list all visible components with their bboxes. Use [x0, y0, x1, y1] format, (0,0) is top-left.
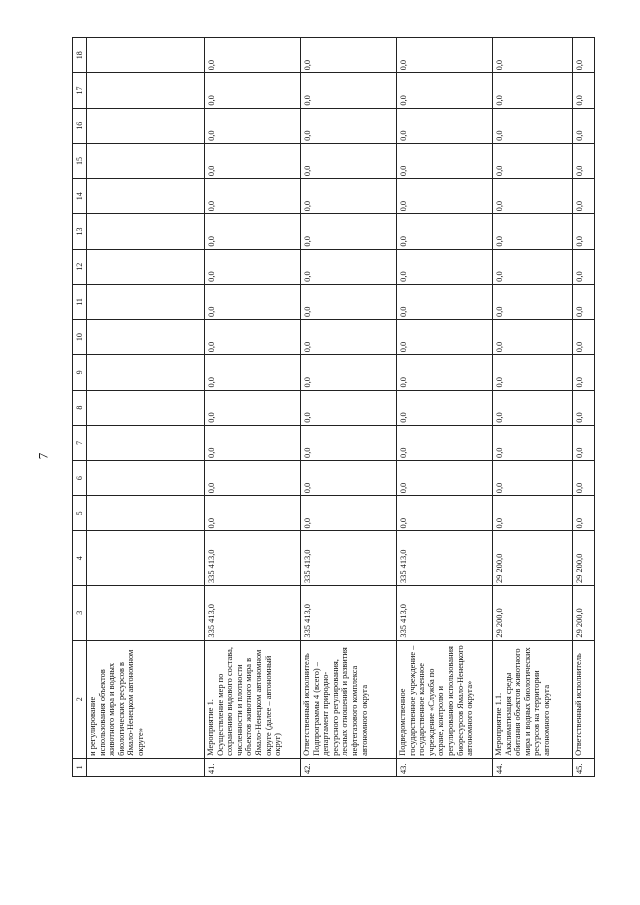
value-cell: 0,0: [573, 73, 595, 108]
value-cell: [87, 143, 205, 178]
value-cell: 0,0: [573, 143, 595, 178]
value-cell: 0,0: [301, 425, 397, 460]
value-cell: 0,0: [397, 390, 493, 425]
value-cell: [87, 390, 205, 425]
value-cell: 0,0: [573, 249, 595, 284]
value-cell: [87, 460, 205, 495]
row-number: 45.: [573, 758, 595, 776]
row-number: 43.: [397, 758, 493, 776]
row-name: Мероприятие 1.1. Акклиматизация среды обитания объектов животного мира и водных биологических ресурсов на территории автономного округа: [493, 640, 573, 758]
value-cell: 0,0: [493, 425, 573, 460]
value-cell: 0,0: [493, 249, 573, 284]
value-cell: 0,0: [301, 496, 397, 531]
value-cell: [87, 108, 205, 143]
value-cell: 0,0: [493, 38, 573, 73]
value-cell: [87, 531, 205, 586]
column-header: 17: [73, 73, 87, 108]
value-cell: 0,0: [205, 460, 301, 495]
value-cell: [87, 586, 205, 641]
value-cell: 0,0: [205, 108, 301, 143]
value-cell: 0,0: [493, 460, 573, 495]
value-cell: 0,0: [493, 496, 573, 531]
row-name: Ответственный исполнитель: [573, 640, 595, 758]
value-cell: [87, 38, 205, 73]
value-cell: 0,0: [573, 425, 595, 460]
column-header: 18: [73, 38, 87, 73]
value-cell: 0,0: [397, 425, 493, 460]
value-cell: 0,0: [301, 355, 397, 390]
column-header: 11: [73, 284, 87, 319]
header-row: [73, 38, 87, 777]
value-cell: 0,0: [301, 390, 397, 425]
value-cell: 0,0: [397, 284, 493, 319]
value-cell: 0,0: [205, 143, 301, 178]
value-cell: 0,0: [493, 320, 573, 355]
value-cell: 0,0: [397, 108, 493, 143]
value-cell: 0,0: [573, 38, 595, 73]
value-cell: 0,0: [397, 179, 493, 214]
value-cell: 0,0: [573, 214, 595, 249]
row-number: 41.: [205, 758, 301, 776]
value-cell: 0,0: [301, 73, 397, 108]
table-row: [493, 38, 573, 777]
value-cell: [87, 179, 205, 214]
column-header: 14: [73, 179, 87, 214]
value-cell: 0,0: [397, 355, 493, 390]
value-cell: 0,0: [301, 460, 397, 495]
column-header: 5: [73, 496, 87, 531]
value-cell: 0,0: [205, 73, 301, 108]
value-cell: 0,0: [397, 460, 493, 495]
value-cell: 0,0: [493, 284, 573, 319]
value-cell: 0,0: [301, 249, 397, 284]
value-cell: 0,0: [397, 143, 493, 178]
value-cell: 335 413,0: [301, 531, 397, 586]
value-cell: 0,0: [493, 108, 573, 143]
value-cell: 0,0: [301, 284, 397, 319]
column-header: 10: [73, 320, 87, 355]
value-cell: 0,0: [573, 284, 595, 319]
value-cell: 0,0: [205, 355, 301, 390]
table-row: [573, 38, 595, 777]
row-number: 42.: [301, 758, 397, 776]
table-row: [87, 38, 205, 777]
value-cell: 0,0: [205, 284, 301, 319]
value-cell: 335 413,0: [205, 586, 301, 641]
value-cell: 29 200,0: [573, 531, 595, 586]
value-cell: 0,0: [493, 390, 573, 425]
column-header: 13: [73, 214, 87, 249]
value-cell: 29 200,0: [493, 586, 573, 641]
value-cell: 0,0: [397, 38, 493, 73]
column-header: 16: [73, 108, 87, 143]
value-cell: 0,0: [573, 320, 595, 355]
value-cell: 0,0: [301, 143, 397, 178]
value-cell: 29 200,0: [573, 586, 595, 641]
value-cell: 0,0: [573, 390, 595, 425]
value-cell: 0,0: [205, 320, 301, 355]
column-header: 12: [73, 249, 87, 284]
value-cell: 0,0: [493, 355, 573, 390]
row-name: Подведомственное государственное учреждение – государственное казенное учреждение «Служба по охране, контролю и регулированию использования биоресурсов Ямало-Ненецкого автономного округа»: [397, 640, 493, 758]
value-cell: 0,0: [493, 179, 573, 214]
row-number: [87, 758, 205, 776]
value-cell: 0,0: [397, 496, 493, 531]
value-cell: [87, 355, 205, 390]
value-cell: [87, 73, 205, 108]
value-cell: 0,0: [205, 249, 301, 284]
value-cell: 0,0: [301, 38, 397, 73]
value-cell: 0,0: [205, 390, 301, 425]
column-header: 6: [73, 460, 87, 495]
page-number: 7: [35, 452, 51, 460]
value-cell: 0,0: [573, 179, 595, 214]
column-header: 9: [73, 355, 87, 390]
value-cell: 0,0: [301, 214, 397, 249]
value-cell: 335 413,0: [301, 586, 397, 641]
row-name: Мероприятие 1. Осуществление мер по сохранению видового состава, численности и плотности объектов животного мира в Ямало-Ненецком автономном округе (далее – автономный округ): [205, 640, 301, 758]
value-cell: [87, 214, 205, 249]
value-cell: 0,0: [397, 320, 493, 355]
budget-table: [72, 37, 595, 777]
table-row: [397, 38, 493, 777]
value-cell: 335 413,0: [205, 531, 301, 586]
value-cell: 335 413,0: [397, 531, 493, 586]
value-cell: 0,0: [301, 108, 397, 143]
column-header: 2: [73, 640, 87, 758]
value-cell: 0,0: [301, 179, 397, 214]
value-cell: 0,0: [301, 320, 397, 355]
column-header: 1: [73, 758, 87, 776]
value-cell: 0,0: [397, 214, 493, 249]
value-cell: 0,0: [493, 73, 573, 108]
table-row: [205, 38, 301, 777]
value-cell: 0,0: [573, 355, 595, 390]
rotated-table-wrapper: [72, 37, 584, 777]
value-cell: 0,0: [397, 249, 493, 284]
table-row: [301, 38, 397, 777]
column-header: 15: [73, 143, 87, 178]
column-header: 3: [73, 586, 87, 641]
column-header: 4: [73, 531, 87, 586]
value-cell: 0,0: [573, 460, 595, 495]
row-name: Ответственный исполнитель Подпрограммы 4 (всего) – департамент природно-ресурсного регулирования, лесных отношений и развития нефтегазового комплекса автономного округа: [301, 640, 397, 758]
value-cell: 0,0: [397, 73, 493, 108]
row-name: и регулирование использования объектов животного мира и водных биологических ресурсов в Ямало-Ненецком автономном округе»: [87, 640, 205, 758]
value-cell: [87, 249, 205, 284]
value-cell: 0,0: [205, 496, 301, 531]
value-cell: [87, 425, 205, 460]
value-cell: 0,0: [205, 214, 301, 249]
value-cell: 29 200,0: [493, 531, 573, 586]
value-cell: 0,0: [205, 38, 301, 73]
value-cell: [87, 284, 205, 319]
value-cell: 0,0: [205, 179, 301, 214]
value-cell: [87, 320, 205, 355]
value-cell: 0,0: [493, 214, 573, 249]
column-header: 8: [73, 390, 87, 425]
column-header: 7: [73, 425, 87, 460]
row-number: 44.: [493, 758, 573, 776]
value-cell: 0,0: [573, 496, 595, 531]
value-cell: 0,0: [573, 108, 595, 143]
value-cell: 0,0: [205, 425, 301, 460]
value-cell: 335 413,0: [397, 586, 493, 641]
value-cell: 0,0: [493, 143, 573, 178]
value-cell: [87, 496, 205, 531]
